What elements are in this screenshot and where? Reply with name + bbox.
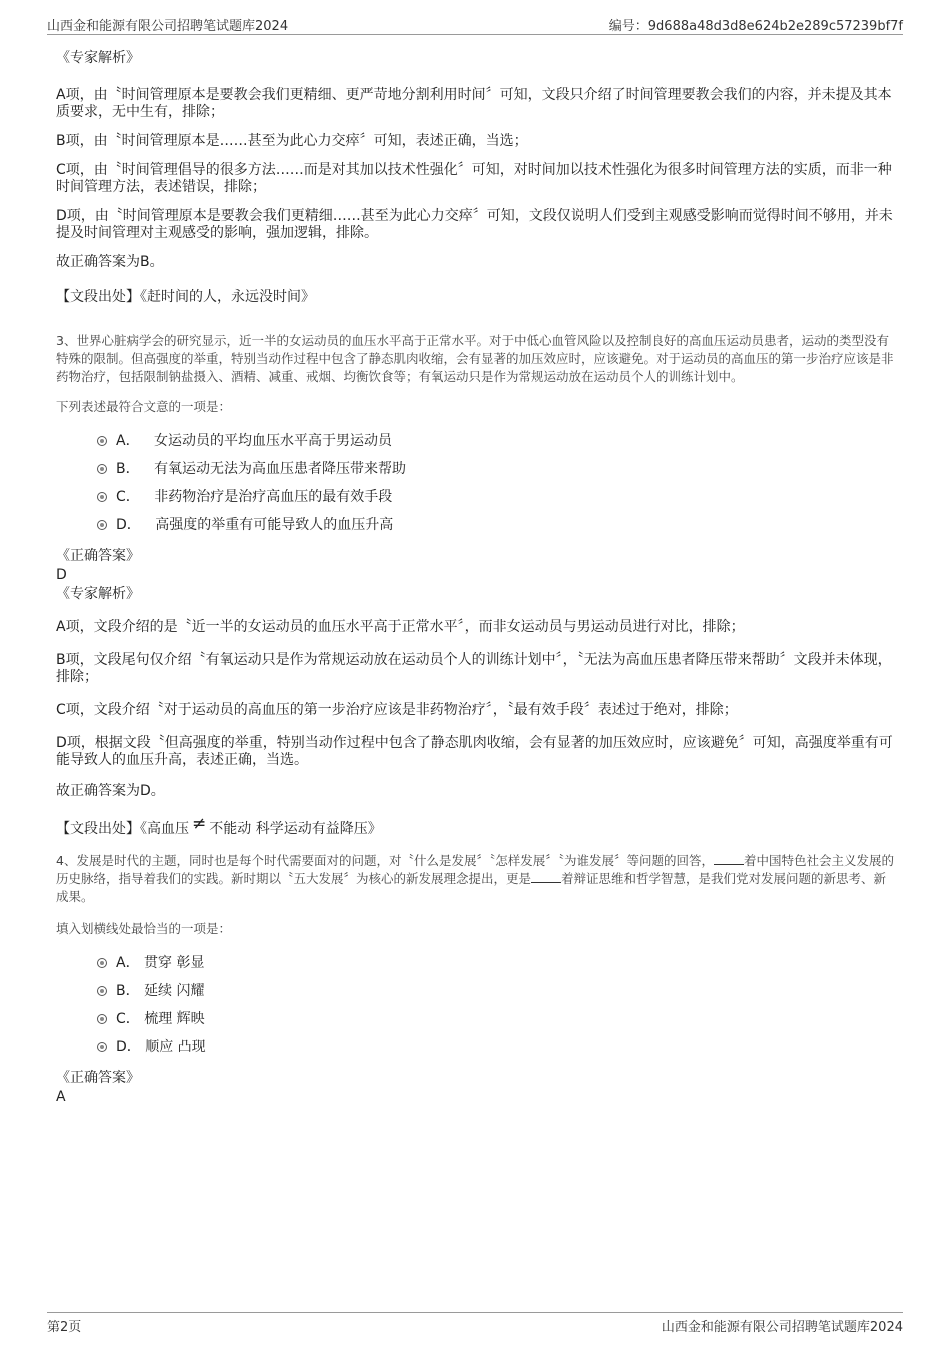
radio-icon[interactable]: [97, 1014, 107, 1024]
q3-source: [56, 814, 896, 838]
q4-option-d[interactable]: [56, 1038, 896, 1056]
q2-analysis-c: C项，由〝时间管理倡导的很多方法……而是对其加以技术性强化〞可知，对时间加以技术性强化为很多时间管理方法的实质，而非一种时间管理方法，表述错误，排除；: [56, 162, 892, 195]
radio-icon[interactable]: [97, 520, 107, 530]
q2-analysis-a: A项，由〝时间管理原本是要教会我们更精细、更严苛地分割利用时间〞可知，文段只介绍了时间管理要教会我们的内容，并未提及其本质要求，无中生有，排除；: [56, 87, 892, 120]
page-header: [47, 12, 903, 35]
q4-answer-label: 《正确答案》: [56, 1070, 140, 1086]
option-text: 有氧运动无法为高血压患者降压带来帮助: [154, 461, 407, 477]
option-text: 非药物治疗是治疗高血压的最有效手段: [154, 489, 393, 505]
footer-title: 山西金和能源有限公司招聘笔试题库2024: [661, 1320, 903, 1335]
option-label: A．: [116, 433, 140, 449]
option-text: 高强度的举重有可能导致人的血压升高: [155, 517, 394, 533]
q3-prompt: 下列表述最符合文意的一项是：: [56, 399, 232, 414]
q4-stem-part-2: 着中国特色社会主义发展的历史脉络，指导着我们的实践。新时期以〝五大发展〞为核心的新发展理念提出，更是: [56, 853, 894, 886]
option-text: 顺应 凸现: [145, 1039, 206, 1055]
radio-icon[interactable]: [97, 986, 107, 996]
q3-option-d[interactable]: [56, 516, 896, 534]
option-label: C．: [116, 489, 140, 505]
option-label: A．: [116, 955, 140, 971]
q3-source-pre: 【文段出处】《高血压: [56, 821, 189, 837]
q3-conclusion: 故正确答案为D。: [56, 783, 165, 799]
q4-option-c[interactable]: [56, 1010, 896, 1028]
q4-stem-part-3: 着辩证思维和哲学智慧，是我们党对发展问题的新思考、新成果。: [56, 871, 887, 904]
q2-conclusion: 故正确答案为B。: [56, 254, 164, 270]
page-footer: [47, 1312, 903, 1335]
option-label: D．: [116, 517, 141, 533]
header-title: 山西金和能源有限公司招聘笔试题库2024: [47, 19, 289, 34]
radio-icon[interactable]: [97, 436, 107, 446]
blank-2: [531, 871, 561, 883]
radio-icon[interactable]: [97, 464, 107, 474]
q2-analysis-d: D项，由〝时间管理原本是要教会我们更精细……甚至为此心力交瘁〞可知，文段仅说明人们受到主观感受影响而觉得时间不够用，并未提及时间管理对主观感受的影响，强加逻辑，排除。: [56, 208, 893, 241]
option-label: B．: [116, 461, 140, 477]
option-label: B．: [116, 983, 140, 999]
q3-option-a[interactable]: [56, 432, 896, 450]
option-text: 梳理 辉映: [144, 1011, 205, 1027]
option-text: 女运动员的平均血压水平高于男运动员: [154, 433, 393, 449]
q3-analysis-d: D项，根据文段〝但高强度的举重，特别当动作过程中包含了静态肌肉收缩，会有显著的加压效应时，应该避免〞可知，高强度举重有可能导致人的血压升高，表述正确，当选。: [56, 735, 893, 768]
q4-options: [56, 954, 896, 1056]
q4-stem-part-1: 4、发展是时代的主题，同时也是每个时代需要面对的问题，对〝什么是发展〞〝怎样发展〞〝为谁发展〞等问题的回答，: [56, 853, 714, 868]
footer-page-number: 第2页: [47, 1320, 82, 1335]
q4-stem: [56, 852, 896, 906]
option-text: 贯穿 彰显: [144, 955, 205, 971]
radio-icon[interactable]: [97, 492, 107, 502]
q2-analysis-b: B项，由〝时间管理原本是……甚至为此心力交瘁〞可知，表述正确，当选；: [56, 133, 528, 149]
blank-1: [714, 853, 744, 865]
radio-icon[interactable]: [97, 1042, 107, 1052]
q3-analysis-c: C项，文段介绍〝对于运动员的高血压的第一步治疗应该是非药物治疗〞，〝最有效手段〞表述过于绝对，排除；: [56, 702, 738, 718]
q3-stem: 3、世界心脏病学会的研究显示，近一半的女运动员的血压水平高于正常水平。对于中低心血管风险以及控制良好的高血压运动员患者，运动的类型没有特殊的限制。但高强度的举重，特别当动作过程中包含了静态肌肉收缩，会有显著的加压效应时，应该避免。对于运动员的高血压的第一步治疗应该是非药物治疗，包括限制钠盐摄入、酒精、减重、戒烟、均衡饮食等；有氧运动只是作为常规运动放在运动员个人的训练计划中。: [56, 333, 894, 384]
page-content: [56, 44, 896, 1106]
q4-answer: A: [56, 1089, 66, 1105]
q2-source: 【文段出处】《赶时间的人，永远没时间》: [56, 289, 315, 305]
q4-option-b[interactable]: [56, 982, 896, 1000]
q3-analysis-b: B项，文段尾句仅介绍〝有氧运动只是作为常规运动放在运动员个人的训练计划中〞，〝无法为高血压患者降压带来帮助〞文段并未体现，排除；: [56, 652, 892, 685]
q3-answer-label: 《正确答案》: [56, 548, 140, 564]
q3-expert-label: 《专家解析》: [56, 586, 140, 602]
q3-answer: D: [56, 567, 67, 583]
q3-options: [56, 432, 896, 534]
not-equal-symbol: ≠: [192, 814, 207, 834]
q3-source-post: 不能动 科学运动有益降压》: [209, 821, 382, 837]
option-text: 延续 闪耀: [144, 983, 205, 999]
header-serial: 编号：9d688a48d3d8e624b2e289c57239bf7f: [608, 19, 903, 34]
q3-analysis-a: A项，文段介绍的是〝近一半的女运动员的血压水平高于正常水平〞，而非女运动员与男运动员进行对比，排除；: [56, 619, 745, 635]
q4-option-a[interactable]: [56, 954, 896, 972]
radio-icon[interactable]: [97, 958, 107, 968]
option-label: C．: [116, 1011, 140, 1027]
q3-option-b[interactable]: [56, 460, 896, 478]
q2-expert-label: 《专家解析》: [56, 50, 140, 66]
option-label: D．: [116, 1039, 141, 1055]
q3-option-c[interactable]: [56, 488, 896, 506]
q4-prompt: 填入划横线处最恰当的一项是：: [56, 921, 232, 936]
